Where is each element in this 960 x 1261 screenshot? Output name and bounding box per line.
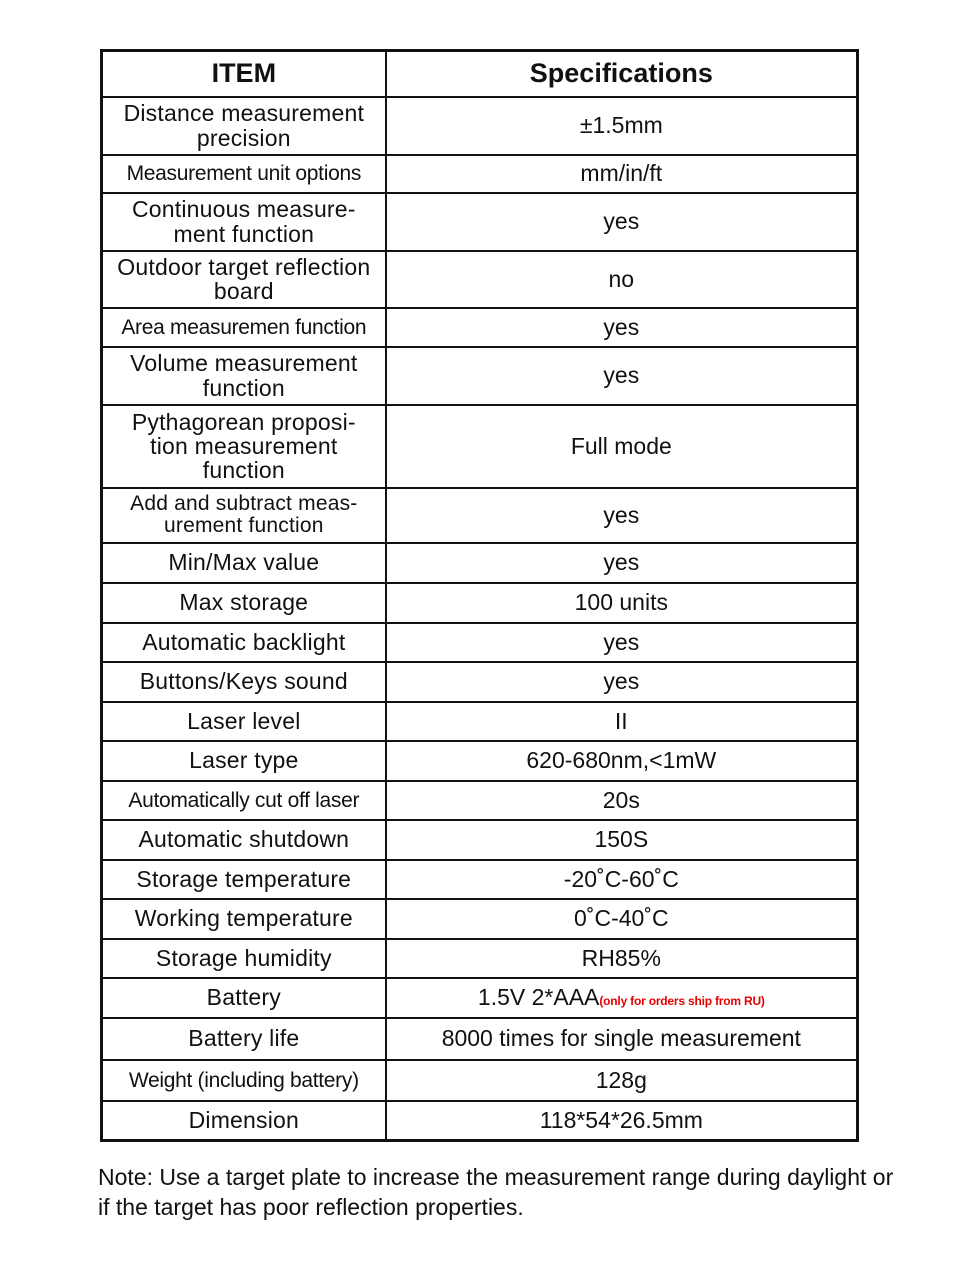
spec-cell: 150S (386, 820, 858, 860)
item-cell: Automatic backlight (102, 623, 386, 662)
spec-cell: 118*54*26.5mm (386, 1101, 858, 1141)
table-row (102, 155, 858, 193)
column-header-specifications: Specifications (386, 51, 858, 97)
table-row (102, 308, 858, 347)
spec-cell: no (386, 251, 858, 308)
item-cell: Dimension (102, 1101, 386, 1141)
table-row (102, 820, 858, 860)
table-row (102, 978, 858, 1018)
spec-cell: ±1.5mm (386, 97, 858, 155)
table-row (102, 193, 858, 251)
item-cell: Continuous measure-ment function (102, 193, 386, 251)
spec-cell: 8000 times for single measurement (386, 1018, 858, 1060)
table-row (102, 1018, 858, 1060)
battery-shipping-note: (only for orders ship from RU) (599, 994, 765, 1008)
item-cell: Laser level (102, 702, 386, 741)
item-cell: Storage temperature (102, 860, 386, 899)
spec-cell: 100 units (386, 583, 858, 623)
table-row (102, 702, 858, 741)
spec-cell: yes (386, 193, 858, 251)
footer-note: Note: Use a target plate to increase the measurement range during daylight or if the target has poor reflection properties. (98, 1164, 894, 1220)
table-row (102, 251, 858, 308)
spec-cell: yes (386, 662, 858, 702)
table-row (102, 488, 858, 543)
spec-cell: II (386, 702, 858, 741)
table-row (102, 583, 858, 623)
table-row (102, 899, 858, 939)
spec-cell: yes (386, 488, 858, 543)
table-row (102, 662, 858, 702)
spec-cell: 128g (386, 1060, 858, 1101)
table-row (102, 781, 858, 820)
spec-cell: 0˚C-40˚C (386, 899, 858, 939)
column-header-item: ITEM (102, 51, 386, 97)
spec-cell (386, 978, 858, 1018)
item-cell: Storage humidity (102, 939, 386, 978)
item-cell: Battery (102, 978, 386, 1018)
spec-cell: 620-680nm,<1mW (386, 741, 858, 781)
spec-cell: mm/in/ft (386, 155, 858, 193)
table-row (102, 939, 858, 978)
table-row (102, 741, 858, 781)
item-cell: Min/Max value (102, 543, 386, 583)
spec-cell: -20˚C-60˚C (386, 860, 858, 899)
item-cell: Working temperature (102, 899, 386, 939)
item-cell: Outdoor target reflection board (102, 251, 386, 308)
spec-table (100, 49, 859, 1142)
item-cell: Laser type (102, 741, 386, 781)
spec-cell: Full mode (386, 405, 858, 488)
item-cell: Battery life (102, 1018, 386, 1060)
spec-cell: 20s (386, 781, 858, 820)
item-cell: Add and subtract meas-urement function (102, 488, 386, 543)
item-cell: Measurement unit options (102, 155, 386, 193)
spec-cell: yes (386, 347, 858, 405)
table-row (102, 860, 858, 899)
item-cell: Max storage (102, 583, 386, 623)
table-row (102, 405, 858, 488)
table-row (102, 347, 858, 405)
table-row (102, 1101, 858, 1141)
item-cell: Distance measurement precision (102, 97, 386, 155)
item-cell: Weight (including battery) (102, 1060, 386, 1101)
table-header-row (102, 51, 858, 97)
battery-spec-text: 1.5V 2*AAA (477, 984, 600, 1010)
item-cell: Automatic shutdown (102, 820, 386, 860)
item-cell: Automatically cut off laser (102, 781, 386, 820)
item-cell: Area measuremen function (102, 308, 386, 347)
item-cell: Volume measurement function (102, 347, 386, 405)
spec-cell: yes (386, 308, 858, 347)
table-row (102, 1060, 858, 1101)
table-row (102, 97, 858, 155)
table-row (102, 543, 858, 583)
table-row (102, 623, 858, 662)
spec-cell: yes (386, 623, 858, 662)
item-cell: Buttons/Keys sound (102, 662, 386, 702)
spec-cell: yes (386, 543, 858, 583)
item-cell: Pythagorean proposi-tion measurement function (102, 405, 386, 488)
spec-cell: RH85% (386, 939, 858, 978)
